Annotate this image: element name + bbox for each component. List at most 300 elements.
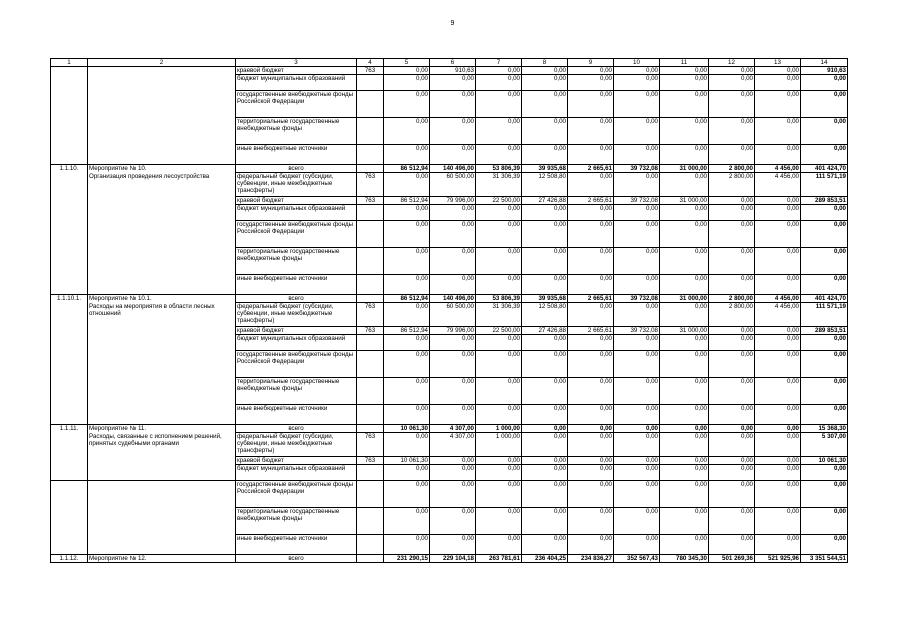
amount-cell: 0,00 (568, 118, 614, 145)
budget-code: 763 (357, 67, 384, 75)
amount-cell: 0,00 (755, 205, 801, 221)
amount-cell: 39 732,08 (614, 197, 660, 205)
budget-code (357, 335, 384, 351)
amount-cell: 0,00 (660, 481, 709, 508)
table-row (51, 425, 848, 433)
amount-cell: 0,00 (709, 67, 755, 75)
amount-cell: 0,00 (755, 197, 801, 205)
funding-source: бюджет муниципальных образований (236, 465, 357, 481)
amount-cell: 0,00 (755, 378, 801, 405)
column-number: 14 (801, 59, 848, 67)
amount-cell: 0,00 (660, 535, 709, 555)
amount-cell: 0,00 (660, 145, 709, 165)
table-row (51, 481, 848, 508)
amount-cell: 0,00 (709, 248, 755, 275)
amount-cell: 0,00 (384, 481, 430, 508)
amount-cell: 79 996,00 (430, 197, 476, 205)
table-row (51, 303, 848, 327)
amount-cell: 4 307,00 (430, 433, 476, 457)
funding-source: бюджет муниципальных образований (236, 205, 357, 221)
amount-cell: 0,00 (384, 67, 430, 75)
amount-cell: 22 500,00 (476, 327, 522, 335)
measure-code (51, 433, 88, 457)
amount-cell: 0,00 (522, 221, 568, 248)
measure-name (88, 335, 236, 351)
amount-cell: 0,00 (660, 425, 709, 433)
amount-cell: 0,00 (476, 118, 522, 145)
amount-cell: 27 426,88 (522, 327, 568, 335)
amount-cell: 2 800,00 (709, 173, 755, 197)
amount-cell: 0,00 (709, 221, 755, 248)
amount-cell: 0,00 (709, 481, 755, 508)
amount-cell: 4 456,00 (755, 165, 801, 173)
amount-cell: 0,00 (709, 457, 755, 465)
amount-cell: 0,00 (568, 481, 614, 508)
amount-cell: 0,00 (755, 145, 801, 165)
amount-cell: 1 000,00 (476, 433, 522, 457)
amount-cell: 0,00 (476, 405, 522, 425)
amount-cell: 0,00 (384, 335, 430, 351)
amount-cell: 0,00 (660, 351, 709, 378)
amount-cell: 0,00 (568, 465, 614, 481)
amount-cell: 0,00 (614, 481, 660, 508)
funding-source: краевой бюджет (236, 197, 357, 205)
budget-code: 763 (357, 173, 384, 197)
amount-cell: 0,00 (568, 457, 614, 465)
table-row (51, 433, 848, 457)
funding-source: государственные внебюджетные фонды Российской Федерации (236, 351, 357, 378)
amount-cell: 12 508,80 (522, 173, 568, 197)
amount-cell: 0,00 (568, 405, 614, 425)
amount-cell: 0,00 (522, 145, 568, 165)
amount-cell: 0,00 (384, 205, 430, 221)
funding-source: федеральный бюджет (субсидии, субвенции, иные межбюджетные трансферты) (236, 433, 357, 457)
amount-cell: 0,00 (614, 457, 660, 465)
amount-cell: 0,00 (476, 205, 522, 221)
amount-cell: 0,00 (430, 75, 476, 91)
amount-cell: 0,00 (660, 205, 709, 221)
amount-cell: 0,00 (522, 351, 568, 378)
budget-code: 763 (357, 197, 384, 205)
budget-code (357, 75, 384, 91)
amount-cell: 0,00 (660, 378, 709, 405)
amount-cell: 0,00 (614, 405, 660, 425)
amount-cell: 401 424,70 (801, 295, 848, 303)
amount-cell: 0,00 (660, 173, 709, 197)
amount-cell: 0,00 (384, 405, 430, 425)
measure-name (88, 67, 236, 75)
amount-cell: 0,00 (522, 457, 568, 465)
amount-cell: 0,00 (755, 481, 801, 508)
amount-cell: 0,00 (660, 433, 709, 457)
amount-cell: 0,00 (476, 481, 522, 508)
funding-source: всего (236, 295, 357, 303)
amount-cell: 12 508,80 (522, 303, 568, 327)
amount-cell: 910,63 (801, 67, 848, 75)
budget-code: 763 (357, 303, 384, 327)
measure-name (88, 248, 236, 275)
measure-code (51, 351, 88, 378)
column-number: 6 (430, 59, 476, 67)
amount-cell: 0,00 (801, 248, 848, 275)
amount-cell: 2 665,61 (568, 327, 614, 335)
amount-cell: 0,00 (476, 75, 522, 91)
amount-cell: 0,00 (614, 145, 660, 165)
amount-cell: 0,00 (384, 351, 430, 378)
column-number: 5 (384, 59, 430, 67)
budget-code: 763 (357, 457, 384, 465)
budget-code (357, 351, 384, 378)
amount-cell: 0,00 (568, 67, 614, 75)
amount-cell: 0,00 (755, 327, 801, 335)
amount-cell: 0,00 (801, 335, 848, 351)
measure-code (51, 91, 88, 118)
table-row (51, 197, 848, 205)
measure-name (88, 457, 236, 465)
table-row (51, 248, 848, 275)
table-row (51, 275, 848, 295)
amount-cell: 352 567,43 (614, 555, 660, 563)
amount-cell: 0,00 (614, 205, 660, 221)
amount-cell: 0,00 (568, 205, 614, 221)
amount-cell: 0,00 (568, 75, 614, 91)
amount-cell: 15 368,30 (801, 425, 848, 433)
amount-cell: 0,00 (568, 303, 614, 327)
table-row (51, 351, 848, 378)
amount-cell: 3 351 544,51 (801, 555, 848, 563)
amount-cell: 0,00 (568, 335, 614, 351)
measure-code (51, 465, 88, 481)
measure-name (88, 481, 236, 508)
amount-cell: 39 732,08 (614, 295, 660, 303)
amount-cell: 0,00 (430, 118, 476, 145)
amount-cell: 0,00 (614, 221, 660, 248)
amount-cell: 0,00 (522, 75, 568, 91)
amount-cell: 0,00 (384, 145, 430, 165)
funding-source: территориальные государственные внебюджетные фонды (236, 508, 357, 535)
amount-cell: 0,00 (660, 275, 709, 295)
measure-name: Организация проведения лесоустройства (88, 173, 236, 197)
amount-cell: 111 571,19 (801, 173, 848, 197)
amount-cell: 0,00 (430, 275, 476, 295)
amount-cell: 0,00 (709, 275, 755, 295)
table-row (51, 457, 848, 465)
amount-cell: 0,00 (476, 508, 522, 535)
column-number: 11 (660, 59, 709, 67)
amount-cell: 0,00 (430, 335, 476, 351)
budget-code (357, 465, 384, 481)
funding-source: всего (236, 425, 357, 433)
table-row (51, 173, 848, 197)
amount-cell: 0,00 (614, 173, 660, 197)
amount-cell: 0,00 (384, 75, 430, 91)
measure-name (88, 91, 236, 118)
amount-cell: 2 665,61 (568, 295, 614, 303)
budget-code: 763 (357, 327, 384, 335)
budget-table (50, 58, 848, 563)
amount-cell: 0,00 (709, 118, 755, 145)
measure-code (51, 303, 88, 327)
amount-cell: 0,00 (430, 481, 476, 508)
amount-cell: 0,00 (709, 535, 755, 555)
measure-code (51, 197, 88, 205)
measure-name (88, 465, 236, 481)
amount-cell: 0,00 (522, 378, 568, 405)
amount-cell: 39 935,68 (522, 165, 568, 173)
measure-name: Мероприятие № 11. (88, 425, 236, 433)
amount-cell: 289 853,51 (801, 197, 848, 205)
amount-cell: 0,00 (801, 118, 848, 145)
amount-cell: 0,00 (430, 405, 476, 425)
budget-code (357, 275, 384, 295)
measure-name (88, 221, 236, 248)
amount-cell: 0,00 (384, 535, 430, 555)
amount-cell: 0,00 (614, 75, 660, 91)
amount-cell: 0,00 (522, 508, 568, 535)
table-row (51, 378, 848, 405)
amount-cell: 0,00 (614, 508, 660, 535)
amount-cell: 0,00 (660, 67, 709, 75)
amount-cell: 0,00 (568, 378, 614, 405)
table-row (51, 165, 848, 173)
amount-cell: 4 456,00 (755, 303, 801, 327)
measure-name: Мероприятие № 10. (88, 165, 236, 173)
measure-code (51, 378, 88, 405)
amount-cell: 0,00 (709, 145, 755, 165)
amount-cell: 0,00 (709, 351, 755, 378)
table-row (51, 555, 848, 563)
amount-cell: 27 426,88 (522, 197, 568, 205)
amount-cell: 0,00 (430, 205, 476, 221)
amount-cell: 0,00 (522, 91, 568, 118)
table-row (51, 405, 848, 425)
amount-cell: 0,00 (709, 335, 755, 351)
amount-cell: 79 996,00 (430, 327, 476, 335)
measure-code: 1.1.10.1. (51, 295, 88, 303)
table-row (51, 327, 848, 335)
amount-cell: 0,00 (476, 145, 522, 165)
funding-source: бюджет муниципальных образований (236, 335, 357, 351)
amount-cell: 31 000,00 (660, 295, 709, 303)
amount-cell: 39 935,68 (522, 295, 568, 303)
amount-cell: 10 061,30 (384, 457, 430, 465)
amount-cell: 0,00 (568, 145, 614, 165)
amount-cell: 0,00 (522, 405, 568, 425)
amount-cell: 0,00 (755, 351, 801, 378)
amount-cell: 0,00 (430, 378, 476, 405)
amount-cell: 5 307,00 (801, 433, 848, 457)
amount-cell: 86 512,94 (384, 295, 430, 303)
budget-code (357, 165, 384, 173)
amount-cell: 0,00 (430, 145, 476, 165)
amount-cell: 0,00 (614, 378, 660, 405)
measure-name: Расходы, связанные с исполнением решений, принятых судебными органами (88, 433, 236, 457)
measure-name (88, 75, 236, 91)
amount-cell: 0,00 (568, 535, 614, 555)
amount-cell: 0,00 (568, 425, 614, 433)
funding-source: территориальные государственные внебюджетные фонды (236, 248, 357, 275)
amount-cell: 0,00 (709, 508, 755, 535)
table-row (51, 118, 848, 145)
amount-cell: 0,00 (755, 425, 801, 433)
amount-cell: 60 500,00 (430, 303, 476, 327)
amount-cell: 0,00 (755, 535, 801, 555)
measure-code (51, 205, 88, 221)
table-row (51, 145, 848, 165)
amount-cell: 0,00 (755, 405, 801, 425)
funding-source: федеральный бюджет (субсидии, субвенции, иные межбюджетные трансферты) (236, 303, 357, 327)
table-row (51, 75, 848, 91)
measure-name (88, 118, 236, 145)
amount-cell: 0,00 (660, 303, 709, 327)
table-row (51, 67, 848, 75)
amount-cell: 0,00 (801, 145, 848, 165)
measure-name (88, 205, 236, 221)
measure-name (88, 405, 236, 425)
amount-cell: 39 732,08 (614, 327, 660, 335)
amount-cell: 0,00 (522, 425, 568, 433)
amount-cell: 0,00 (709, 405, 755, 425)
amount-cell: 111 571,19 (801, 303, 848, 327)
amount-cell: 0,00 (384, 275, 430, 295)
amount-cell: 0,00 (614, 275, 660, 295)
measure-code (51, 335, 88, 351)
amount-cell: 0,00 (476, 91, 522, 118)
amount-cell: 0,00 (660, 118, 709, 145)
amount-cell: 780 345,30 (660, 555, 709, 563)
budget-code (357, 535, 384, 555)
amount-cell: 0,00 (755, 508, 801, 535)
measure-code (51, 405, 88, 425)
measure-code (51, 173, 88, 197)
amount-cell: 0,00 (755, 457, 801, 465)
amount-cell: 0,00 (476, 248, 522, 275)
amount-cell: 0,00 (476, 67, 522, 75)
amount-cell: 910,63 (430, 67, 476, 75)
table-row (51, 335, 848, 351)
amount-cell: 0,00 (430, 465, 476, 481)
amount-cell: 0,00 (801, 205, 848, 221)
budget-code (357, 145, 384, 165)
amount-cell: 2 665,61 (568, 197, 614, 205)
budget-code (357, 221, 384, 248)
amount-cell: 0,00 (384, 173, 430, 197)
amount-cell: 4 456,00 (755, 173, 801, 197)
funding-source: краевой бюджет (236, 327, 357, 335)
amount-cell: 0,00 (755, 91, 801, 118)
amount-cell: 0,00 (755, 335, 801, 351)
amount-cell: 0,00 (384, 508, 430, 535)
amount-cell: 0,00 (522, 118, 568, 145)
measure-code (51, 457, 88, 465)
measure-code: 1.1.10. (51, 165, 88, 173)
column-number: 10 (614, 59, 660, 67)
measure-code: 1.1.11. (51, 425, 88, 433)
table-row (51, 535, 848, 555)
amount-cell: 0,00 (384, 303, 430, 327)
funding-source: краевой бюджет (236, 67, 357, 75)
amount-cell: 231 290,15 (384, 555, 430, 563)
funding-source: иные внебюджетные источники (236, 145, 357, 165)
amount-cell: 0,00 (614, 425, 660, 433)
amount-cell: 0,00 (476, 275, 522, 295)
amount-cell: 0,00 (568, 351, 614, 378)
table-row (51, 508, 848, 535)
amount-cell: 0,00 (430, 221, 476, 248)
amount-cell: 22 500,00 (476, 197, 522, 205)
amount-cell: 0,00 (755, 465, 801, 481)
amount-cell: 53 806,39 (476, 165, 522, 173)
funding-source: государственные внебюджетные фонды Российской Федерации (236, 91, 357, 118)
budget-code (357, 91, 384, 118)
column-number: 8 (522, 59, 568, 67)
amount-cell: 0,00 (801, 378, 848, 405)
budget-code (357, 248, 384, 275)
amount-cell: 86 512,94 (384, 197, 430, 205)
amount-cell: 0,00 (755, 221, 801, 248)
funding-source: иные внебюджетные источники (236, 405, 357, 425)
amount-cell: 0,00 (660, 75, 709, 91)
amount-cell: 263 781,61 (476, 555, 522, 563)
column-number: 7 (476, 59, 522, 67)
amount-cell: 0,00 (709, 91, 755, 118)
amount-cell: 31 000,00 (660, 165, 709, 173)
measure-code (51, 221, 88, 248)
measure-name (88, 535, 236, 555)
amount-cell: 2 665,61 (568, 165, 614, 173)
amount-cell: 0,00 (568, 248, 614, 275)
amount-cell: 0,00 (660, 335, 709, 351)
budget-code (357, 508, 384, 535)
measure-name: Расходы на мероприятия в области лесных отношений (88, 303, 236, 327)
amount-cell: 0,00 (568, 508, 614, 535)
amount-cell: 2 800,00 (709, 295, 755, 303)
amount-cell: 0,00 (801, 535, 848, 555)
amount-cell: 10 061,30 (801, 457, 848, 465)
column-number: 4 (357, 59, 384, 67)
amount-cell: 86 512,94 (384, 327, 430, 335)
amount-cell: 0,00 (755, 275, 801, 295)
amount-cell: 521 925,96 (755, 555, 801, 563)
measure-code (51, 481, 88, 508)
funding-source: всего (236, 555, 357, 563)
amount-cell: 0,00 (755, 248, 801, 275)
amount-cell: 2 800,00 (709, 165, 755, 173)
amount-cell: 0,00 (755, 433, 801, 457)
amount-cell: 0,00 (614, 67, 660, 75)
table-row (51, 91, 848, 118)
amount-cell: 0,00 (709, 378, 755, 405)
amount-cell: 31 306,39 (476, 303, 522, 327)
measure-code (51, 75, 88, 91)
amount-cell: 0,00 (660, 457, 709, 465)
page-number: 9 (450, 20, 455, 27)
amount-cell: 0,00 (430, 457, 476, 465)
amount-cell: 0,00 (755, 118, 801, 145)
amount-cell: 0,00 (568, 433, 614, 457)
amount-cell: 4 456,00 (755, 295, 801, 303)
budget-code: 763 (357, 433, 384, 457)
funding-source: государственные внебюджетные фонды Российской Федерации (236, 221, 357, 248)
budget-code (357, 295, 384, 303)
column-number-row (51, 59, 848, 67)
budget-code (357, 555, 384, 563)
budget-code (357, 205, 384, 221)
amount-cell: 0,00 (614, 91, 660, 118)
table-row (51, 205, 848, 221)
funding-source: территориальные государственные внебюджетные фонды (236, 378, 357, 405)
amount-cell: 0,00 (384, 433, 430, 457)
